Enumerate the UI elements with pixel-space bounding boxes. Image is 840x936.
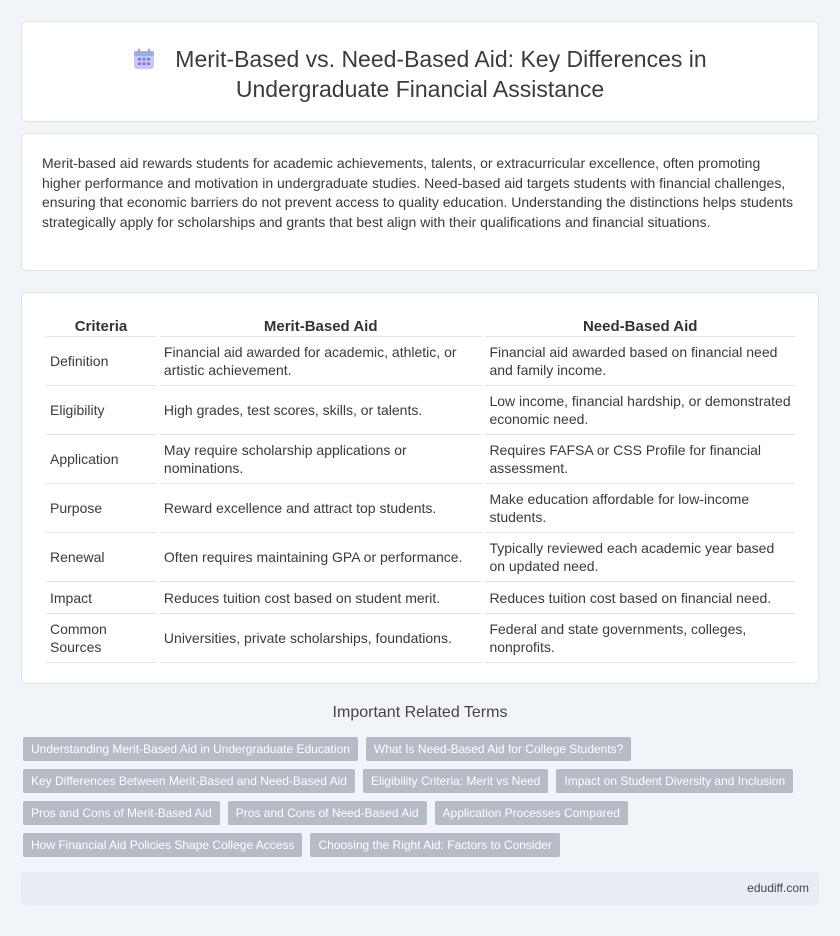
title-line-2: Undergraduate Financial Assistance: [235, 76, 605, 102]
header-criteria: Criteria: [46, 315, 156, 337]
row-need: Make education affordable for low-income students.: [485, 484, 795, 533]
comparison-table: [42, 315, 799, 663]
row-merit: Reward excellence and attract top students.: [160, 484, 482, 533]
row-merit: Financial aid awarded for academic, athletic, or artistic achievement.: [160, 337, 482, 386]
footer: [21, 872, 819, 905]
related-terms-title: Important Related Terms: [332, 704, 508, 721]
row-merit: May require scholarship applications or nominations.: [160, 435, 482, 484]
row-need: Typically reviewed each academic year based on updated need.: [485, 533, 795, 582]
table-header-row: [46, 315, 795, 337]
term-link[interactable]: Key Differences Between Merit-Based and Need-Based Aid: [23, 769, 355, 793]
term-link[interactable]: Pros and Cons of Need-Based Aid: [228, 801, 427, 825]
row-criteria: Definition: [46, 337, 156, 386]
term-link[interactable]: How Financial Aid Policies Shape College Access: [23, 833, 302, 857]
table-row: [46, 435, 795, 484]
related-terms: [23, 737, 803, 865]
row-criteria: Renewal: [46, 533, 156, 582]
term-link[interactable]: Application Processes Compared: [435, 801, 628, 825]
table-row: [46, 533, 795, 582]
table-row: [46, 337, 795, 386]
header-merit: Merit-Based Aid: [160, 315, 482, 337]
term-link[interactable]: Eligibility Criteria: Merit vs Need: [363, 769, 548, 793]
intro-card: [21, 133, 819, 271]
footer-site[interactable]: edudiff.com: [747, 881, 809, 895]
table-row: [46, 484, 795, 533]
term-link[interactable]: Impact on Student Diversity and Inclusion: [556, 769, 793, 793]
row-criteria: Eligibility: [46, 386, 156, 435]
intro-paragraph: Merit-based aid rewards students for academic achievements, talents, or extracurricular excellence, often promoting higher performance and motivation in undergraduate studies. Need-based aid targets students with financial challenges, ensuring that economic barriers do not prevent access to quality education. Understanding the distinctions helps students strategically apply for scholarships and grants that best align with their qualifications and financial situations.: [42, 155, 793, 230]
row-criteria: Purpose: [46, 484, 156, 533]
header-need: Need-Based Aid: [485, 315, 795, 337]
row-criteria: Application: [46, 435, 156, 484]
row-merit: High grades, test scores, skills, or talents.: [160, 386, 482, 435]
term-link[interactable]: Pros and Cons of Merit-Based Aid: [23, 801, 220, 825]
table-row: [46, 386, 795, 435]
row-criteria: Impact: [46, 582, 156, 614]
term-link[interactable]: What Is Need-Based Aid for College Students?: [366, 737, 631, 761]
row-merit: Universities, private scholarships, foundations.: [160, 614, 482, 663]
row-need: Requires FAFSA or CSS Profile for financial assessment.: [485, 435, 795, 484]
calendar-icon: [133, 47, 155, 69]
title-card: [21, 21, 819, 122]
page-title: [22, 44, 818, 104]
row-need: Low income, financial hardship, or demonstrated economic need.: [485, 386, 795, 435]
row-need: Federal and state governments, colleges, nonprofits.: [485, 614, 795, 663]
term-link[interactable]: Choosing the Right Aid: Factors to Consider: [310, 833, 559, 857]
title-line-1: Merit-Based vs. Need-Based Aid: Key Differences in: [175, 46, 707, 72]
row-need: Reduces tuition cost based on financial need.: [485, 582, 795, 614]
row-merit: Often requires maintaining GPA or performance.: [160, 533, 482, 582]
comparison-card: [21, 292, 819, 684]
row-merit: Reduces tuition cost based on student merit.: [160, 582, 482, 614]
row-need: Financial aid awarded based on financial need and family income.: [485, 337, 795, 386]
table-row: [46, 582, 795, 614]
row-criteria: Common Sources: [46, 614, 156, 663]
table-row: [46, 614, 795, 663]
term-link[interactable]: Understanding Merit-Based Aid in Undergraduate Education: [23, 737, 358, 761]
